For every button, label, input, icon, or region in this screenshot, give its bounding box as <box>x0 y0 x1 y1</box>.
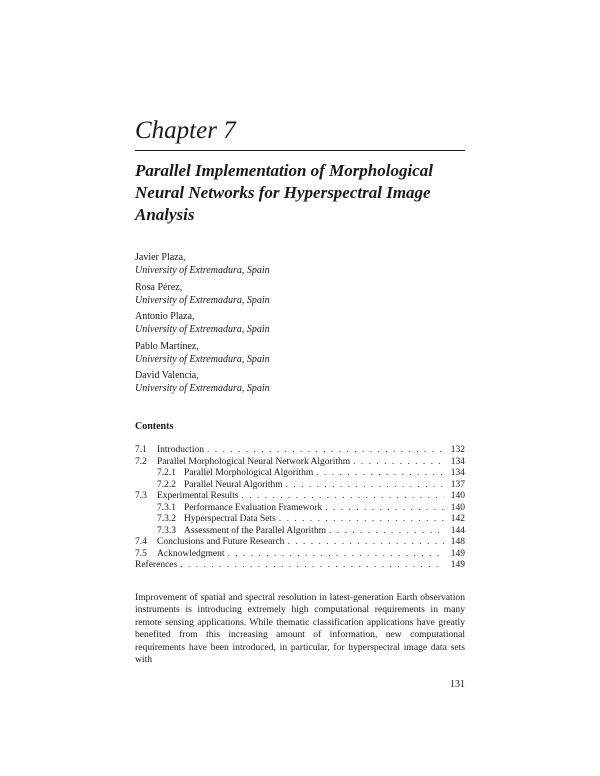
toc-section-number: 7.3.1 <box>157 502 176 513</box>
toc-entry[interactable] <box>135 503 465 515</box>
toc-section-title: Assessment of the Parallel Algorithm <box>184 525 326 536</box>
toc-section-title: Performance Evaluation Framework <box>184 502 323 513</box>
toc-section-number: 7.2.1 <box>157 468 176 478</box>
page-number: 131 <box>450 679 465 690</box>
toc-leader-dots <box>180 560 444 572</box>
author-entry <box>135 369 465 395</box>
toc-entry[interactable] <box>135 480 465 492</box>
intro-paragraph: Improvement of spatial and spectral resolution in latest-generation Earth observation instruments is introducing extremely high computational requirements in many remote sensing applications. While thematic classification applications have greatly benefited from this increasing amount of information, new computational requirements have been introduced, in particular, for hyperspectral image data sets with <box>135 592 465 666</box>
toc-leader-dots <box>316 468 444 480</box>
toc-entry[interactable] <box>135 491 465 503</box>
author-name: Antonio Plaza, <box>135 311 195 322</box>
toc-section-title: Introduction <box>157 445 204 455</box>
toc-section-number: 7.3 <box>135 491 147 501</box>
author-affiliation: University of Extremadura, Spain <box>135 294 270 306</box>
toc-leader-dots <box>329 526 444 538</box>
toc-section-title: References <box>135 560 178 570</box>
author-entry <box>135 340 465 366</box>
toc-page-number: 149 <box>450 560 465 570</box>
chapter-title: Parallel Implementation of Morphological Neural Networks for Hyperspectral Image Analysis <box>135 161 433 224</box>
author-entry <box>135 281 465 307</box>
toc-leader-dots <box>207 445 444 457</box>
author-affiliation: University of Extremadura, Spain <box>135 383 270 394</box>
author-affiliation: University of Extremadura, Spain <box>135 353 270 365</box>
toc-section-title: Experimental Results <box>157 491 239 501</box>
toc-leader-dots <box>242 491 444 503</box>
toc-page-number: 134 <box>450 456 465 467</box>
author-name: David Valencia, <box>135 370 199 381</box>
toc-page-number: 148 <box>450 537 465 547</box>
toc-entry[interactable] <box>135 537 465 549</box>
toc-section-number: 7.2.2 <box>157 479 176 490</box>
toc-leader-dots <box>325 503 444 515</box>
toc-entry[interactable] <box>135 526 465 538</box>
contents-heading: Contents <box>135 421 174 432</box>
table-of-contents <box>135 445 465 572</box>
toc-entry[interactable] <box>135 445 465 457</box>
toc-section-number: 7.5 <box>135 548 147 559</box>
toc-section-number: 7.3.3 <box>157 525 176 536</box>
author-list <box>135 251 465 399</box>
author-name: Pablo Martínez, <box>135 340 199 352</box>
toc-leader-dots <box>287 537 444 549</box>
toc-section-number: 7.3.2 <box>157 514 176 524</box>
toc-section-title: Conclusions and Future Research <box>157 537 285 547</box>
toc-page-number: 149 <box>450 548 465 559</box>
toc-section-title: Hyperspectral Data Sets <box>184 514 276 524</box>
toc-section-title: Acknowledgment <box>157 548 225 559</box>
toc-entry[interactable] <box>135 514 465 526</box>
author-affiliation: University of Extremadura, Spain <box>135 324 270 335</box>
toc-section-number: 7.2 <box>135 456 147 467</box>
toc-page-number: 140 <box>450 491 465 501</box>
toc-section-title: Parallel Neural Algorithm <box>184 479 283 490</box>
toc-page-number: 142 <box>450 514 465 524</box>
author-name: Javier Plaza, <box>135 252 186 263</box>
toc-leader-dots <box>228 549 444 561</box>
author-affiliation: University of Extremadura, Spain <box>135 265 270 276</box>
toc-section-title: Parallel Morphological Algorithm <box>184 468 314 478</box>
toc-leader-dots <box>353 457 444 469</box>
toc-page-number: 132 <box>450 445 465 455</box>
author-entry <box>135 310 465 336</box>
toc-section-number: 7.1 <box>135 445 147 455</box>
author-name: Rosa Pérez, <box>135 281 183 293</box>
toc-page-number: 134 <box>450 468 465 478</box>
toc-page-number: 137 <box>450 479 465 490</box>
toc-page-number: 140 <box>450 502 465 513</box>
toc-entry[interactable] <box>135 560 465 572</box>
toc-page-number: 144 <box>450 525 465 536</box>
author-entry <box>135 251 465 277</box>
toc-leader-dots <box>286 480 444 492</box>
toc-section-number: 7.4 <box>135 537 147 547</box>
toc-entry[interactable] <box>135 457 465 469</box>
toc-section-title: Parallel Morphological Neural Network Algorithm <box>157 456 351 467</box>
chapter-label: Chapter 7 <box>135 117 236 144</box>
toc-entry[interactable] <box>135 549 465 561</box>
toc-entry[interactable] <box>135 468 465 480</box>
toc-leader-dots <box>279 514 444 526</box>
chapter-rule <box>135 150 465 151</box>
